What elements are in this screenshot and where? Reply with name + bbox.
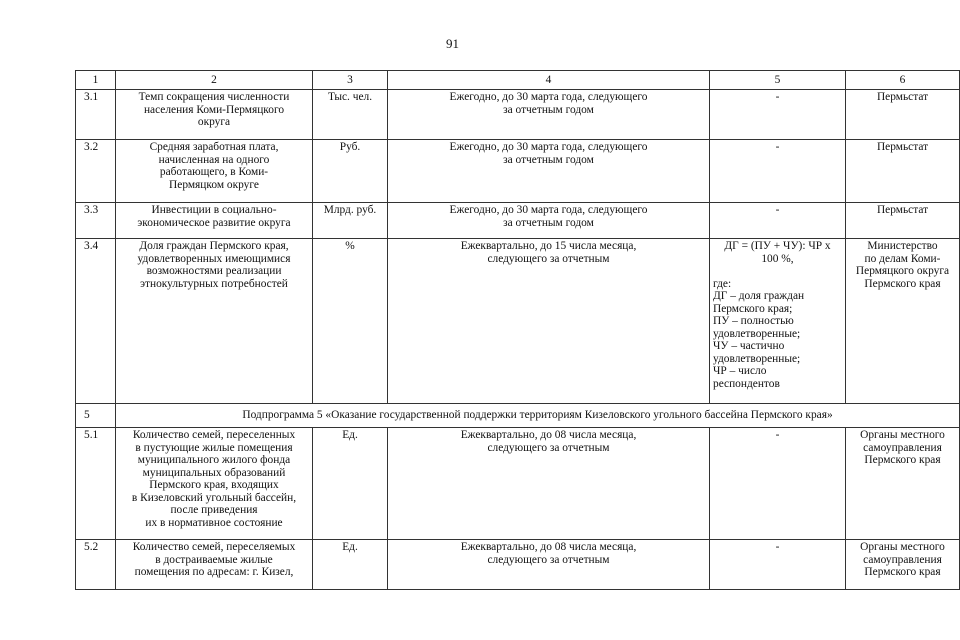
source-cell: Пермьстат xyxy=(846,90,960,140)
unit-cell: Ед. xyxy=(313,540,388,590)
unit-cell: Ед. xyxy=(313,428,388,540)
source-cell: Министерство по делам Коми- Пермяцкого округа Пермского края xyxy=(846,239,960,404)
indicator-name: Средняя заработная плата, начисленная на одного работающего, в Коми- Пермяцком округе xyxy=(116,140,313,203)
table-row xyxy=(76,140,960,203)
formula-cell: - xyxy=(710,90,846,140)
row-number: 3.1 xyxy=(76,90,116,140)
table-row xyxy=(76,239,960,404)
table-row xyxy=(76,540,960,590)
formula-cell: ДГ = (ПУ + ЧУ): ЧР х 100 %, где: ДГ – доля граждан Пермского края; ПУ – полностью удовлетворенные; ЧУ – частично удовлетворенные; ЧР – число респондентов xyxy=(710,239,846,404)
formula-expression-cont: 100 %, xyxy=(761,252,794,265)
term-cell: Ежегодно, до 30 марта года, следующего за отчетным годом xyxy=(388,90,710,140)
source-cell: Органы местного самоуправления Пермского края xyxy=(846,428,960,540)
indicator-name: Инвестиции в социально- экономическое развитие округа xyxy=(116,203,313,239)
row-number: 5.1 xyxy=(76,428,116,540)
section-title: Подпрограмма 5 «Оказание государственной поддержки территориям Кизеловского угольного бассейна Пермского края» xyxy=(116,404,960,428)
source-cell: Органы местного самоуправления Пермского края xyxy=(846,540,960,590)
formula-expression: ДГ = (ПУ + ЧУ): ЧР х xyxy=(724,240,831,252)
column-header: 5 xyxy=(710,71,846,90)
row-number: 3.2 xyxy=(76,140,116,203)
indicator-name: Количество семей, переселяемых в достраиваемые жилые помещения по адресам: г. Кизел, xyxy=(116,540,313,590)
column-header: 2 xyxy=(116,71,313,90)
term-cell: Ежегодно, до 30 марта года, следующего за отчетным годом xyxy=(388,203,710,239)
formula-cell: - xyxy=(710,428,846,540)
term-cell: Ежегодно, до 30 марта года, следующего за отчетным годом xyxy=(388,140,710,203)
column-header: 1 xyxy=(76,71,116,90)
source-cell: Пермьстат xyxy=(846,203,960,239)
column-header: 6 xyxy=(846,71,960,90)
formula-cell: - xyxy=(710,203,846,239)
term-cell: Ежеквартально, до 08 числа месяца, следующего за отчетным xyxy=(388,428,710,540)
section-number: 5 xyxy=(76,404,116,428)
indicator-name: Доля граждан Пермского края, удовлетворенных имеющимися возможностями реализации этнокультурных потребностей xyxy=(116,239,313,404)
term-cell: Ежеквартально, до 15 числа месяца, следующего за отчетным xyxy=(388,239,710,404)
table-row xyxy=(76,428,960,540)
column-header: 4 xyxy=(388,71,710,90)
unit-cell: Тыс. чел. xyxy=(313,90,388,140)
column-header: 3 xyxy=(313,71,388,90)
page-number: 91 xyxy=(446,36,459,51)
table-row xyxy=(76,203,960,239)
unit-cell: Руб. xyxy=(313,140,388,203)
indicators-table xyxy=(75,70,960,590)
unit-cell: % xyxy=(313,239,388,404)
source-cell: Пермьстат xyxy=(846,140,960,203)
formula-cell: - xyxy=(710,540,846,590)
indicator-name: Количество семей, переселенных в пустующие жилые помещения муниципального жилого фонда муниципальных образований Пермского края, входящих в Кизеловский угольный бассейн, после приведения их в нормативное состояние xyxy=(116,428,313,540)
section-row xyxy=(76,404,960,428)
row-number: 3.4 xyxy=(76,239,116,404)
unit-cell: Млрд. руб. xyxy=(313,203,388,239)
row-number: 5.2 xyxy=(76,540,116,590)
indicator-name: Темп сокращения численности населения Коми-Пермяцкого округа xyxy=(116,90,313,140)
table-row xyxy=(76,90,960,140)
row-number: 3.3 xyxy=(76,203,116,239)
table-header-row xyxy=(76,71,960,90)
term-cell: Ежеквартально, до 08 числа месяца, следующего за отчетным xyxy=(388,540,710,590)
formula-cell: - xyxy=(710,140,846,203)
